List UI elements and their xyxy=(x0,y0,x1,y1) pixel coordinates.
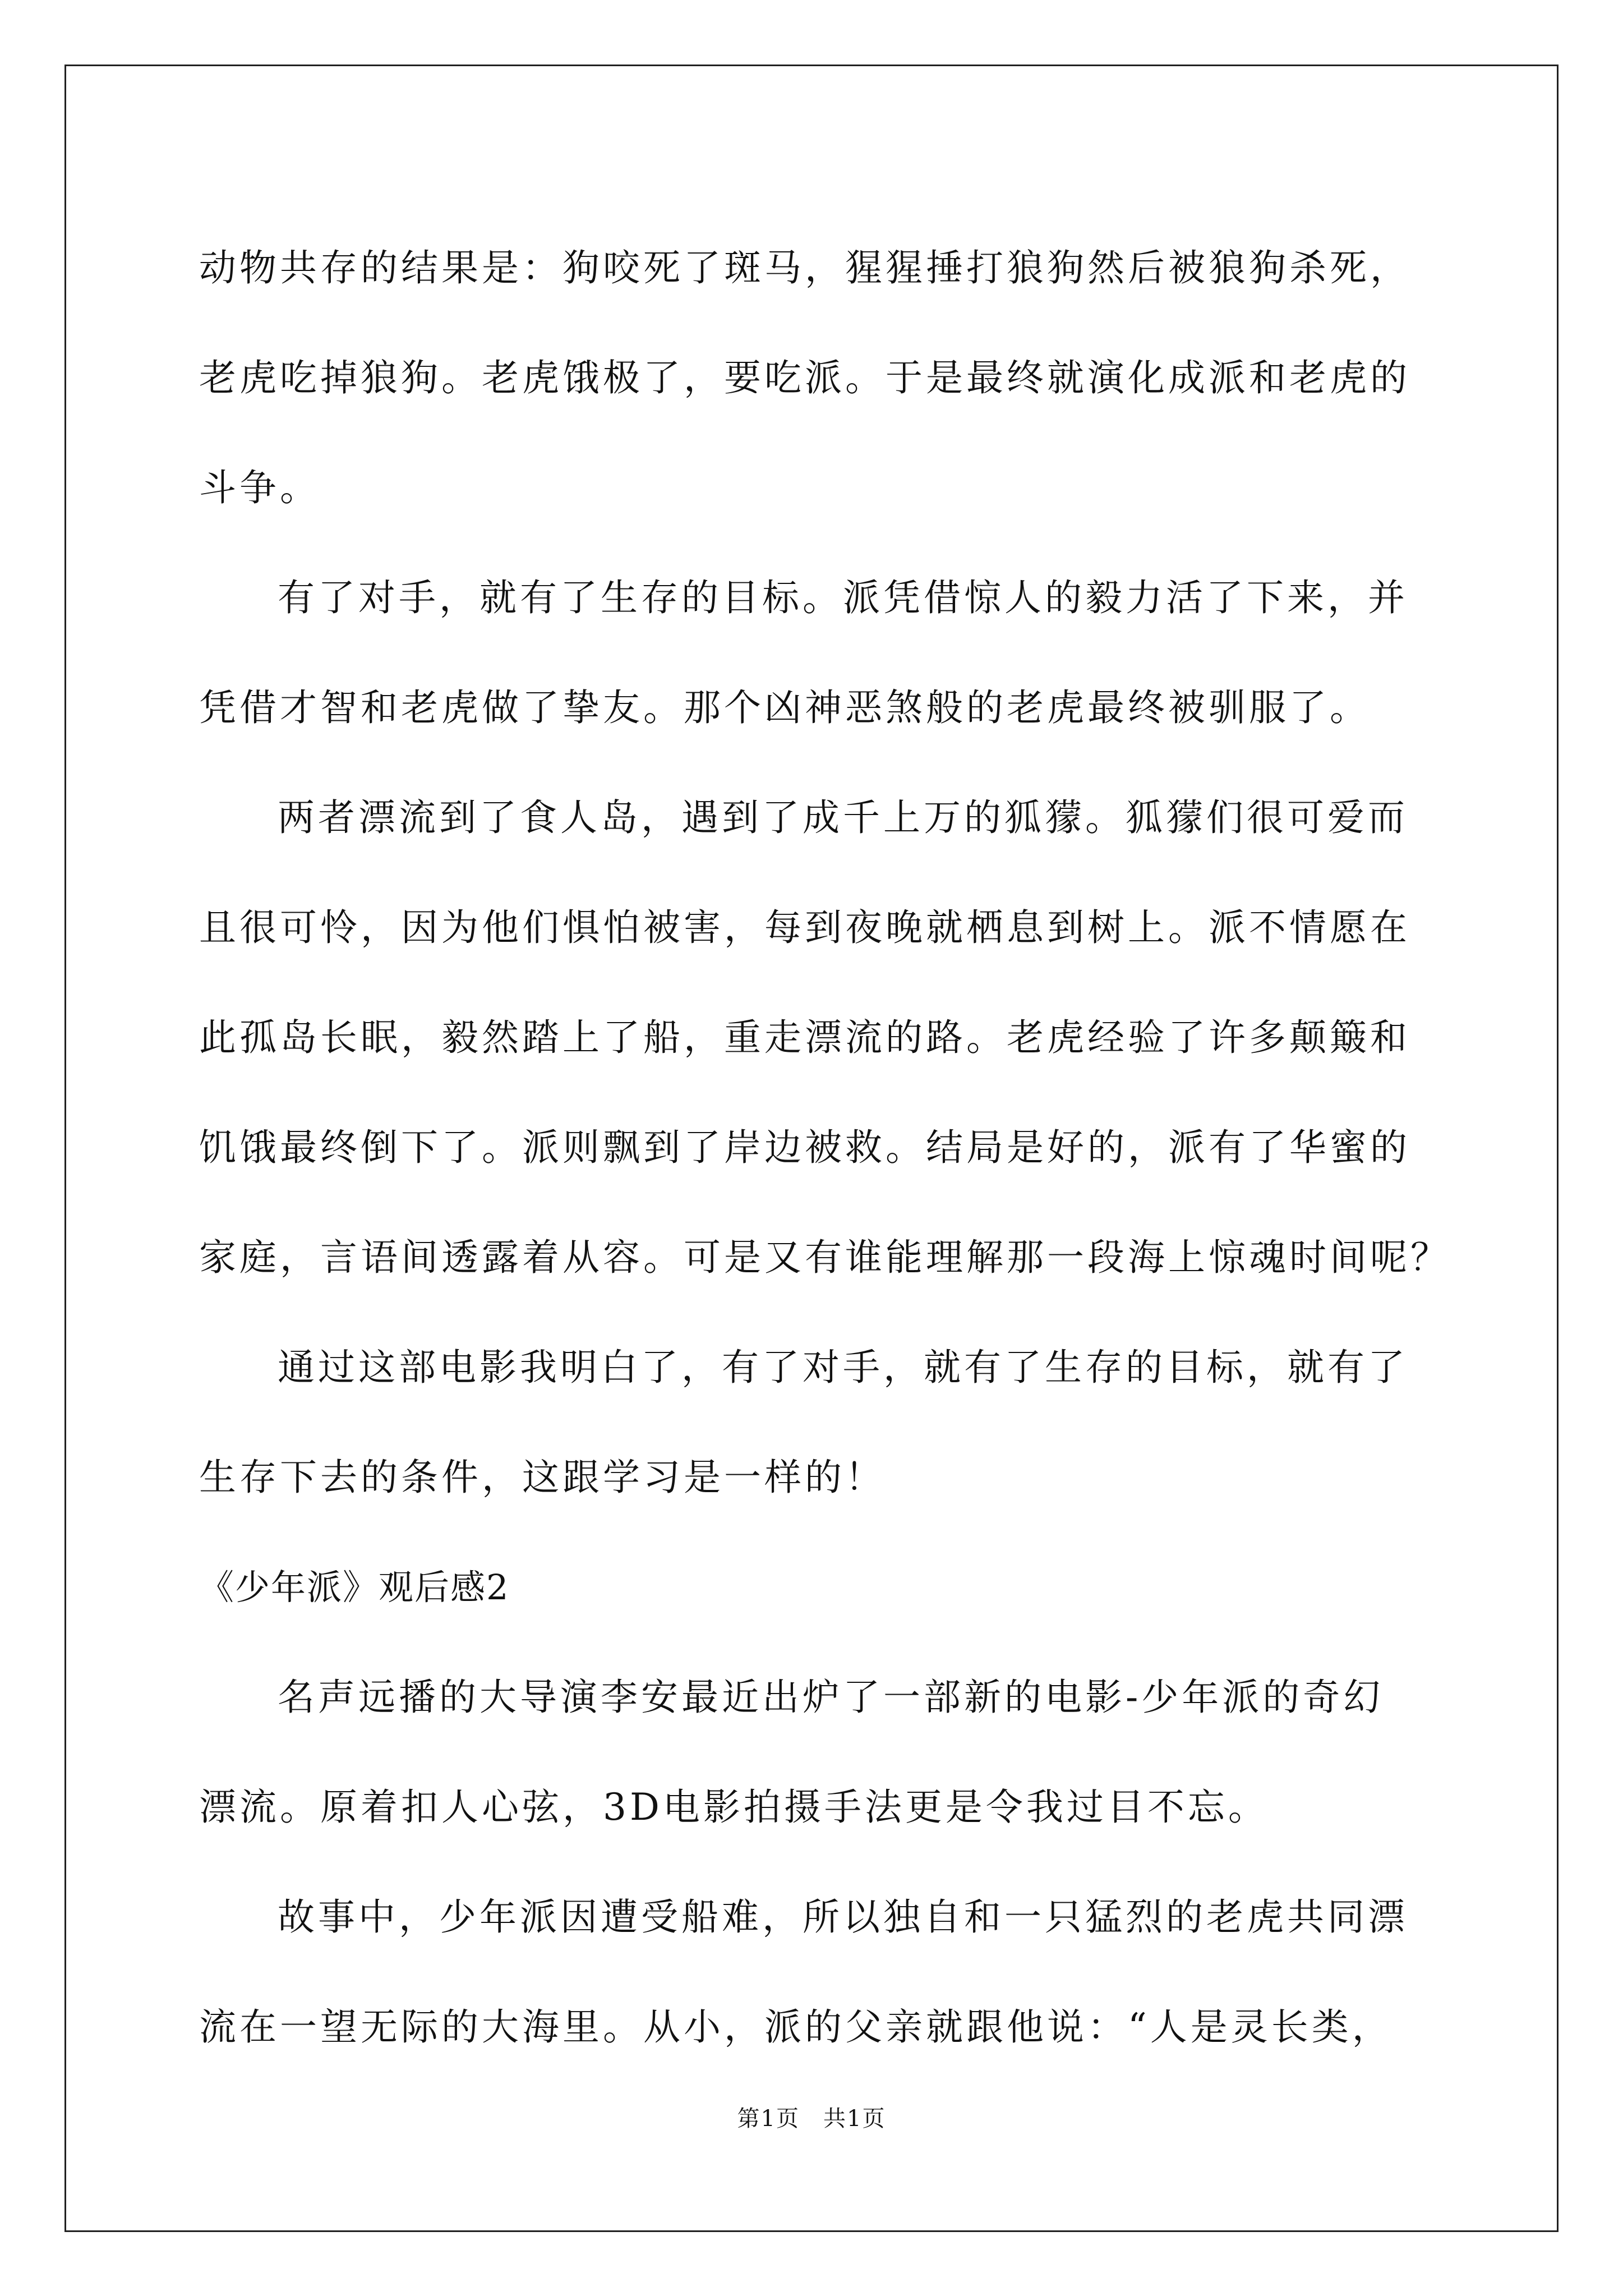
text-line: 凭借才智和老虎做了挚友。那个凶神恶煞般的老虎最终被驯服了。 xyxy=(199,686,1370,729)
text-line: 家庭，言语间透露着从容。可是又有谁能理解那一段海上惊魂时间呢？ xyxy=(199,1236,1451,1279)
text-line: 生存下去的条件，这跟学习是一样的！ xyxy=(199,1456,886,1499)
paragraph-start-line: 两者漂流到了食人岛，遇到了成千上万的狐獴。狐獴们很可爱而 xyxy=(278,796,1408,839)
paragraph-start-line: 名声远播的大导演李安最近出炉了一部新的电影-少年派的奇幻 xyxy=(278,1676,1384,1719)
text-line: 饥饿最终倒下了。派则飘到了岸边被救。结局是好的，派有了华蜜的 xyxy=(199,1126,1410,1169)
section-heading: 《少年派》观后感2 xyxy=(199,1567,510,1608)
text-line: 且很可怜，因为他们惧怕被害，每到夜晚就栖息到树上。派不情愿在 xyxy=(199,906,1410,949)
paragraph-start-line: 通过这部电影我明白了，有了对手，就有了生存的目标，就有了 xyxy=(278,1346,1408,1389)
text-line: 斗争。 xyxy=(199,466,320,509)
text-line: 漂流。原着扣人心弦，3D电影拍摄手法更是令我过目不忘。 xyxy=(199,1786,1269,1829)
text-line: 流在一望无际的大海里。从小，派的父亲就跟他说：“人是灵长类， xyxy=(199,2005,1393,2049)
page-footer: 第1页 共1页 xyxy=(737,2106,886,2132)
text-line: 老虎吃掉狼狗。老虎饿极了，要吃派。于是最终就演化成派和老虎的 xyxy=(199,356,1410,399)
document-body xyxy=(199,213,1451,2082)
text-line: 动物共存的结果是：狗咬死了斑马，猩猩捶打狼狗然后被狼狗杀死， xyxy=(199,246,1410,289)
paragraph-start-line: 有了对手，就有了生存的目标。派凭借惊人的毅力活了下来，并 xyxy=(278,576,1408,619)
paragraph-start-line: 故事中，少年派因遭受船难，所以独自和一只猛烈的老虎共同漂 xyxy=(278,1895,1408,1939)
text-line: 此孤岛长眠，毅然踏上了船，重走漂流的路。老虎经验了许多颠簸和 xyxy=(199,1016,1410,1059)
